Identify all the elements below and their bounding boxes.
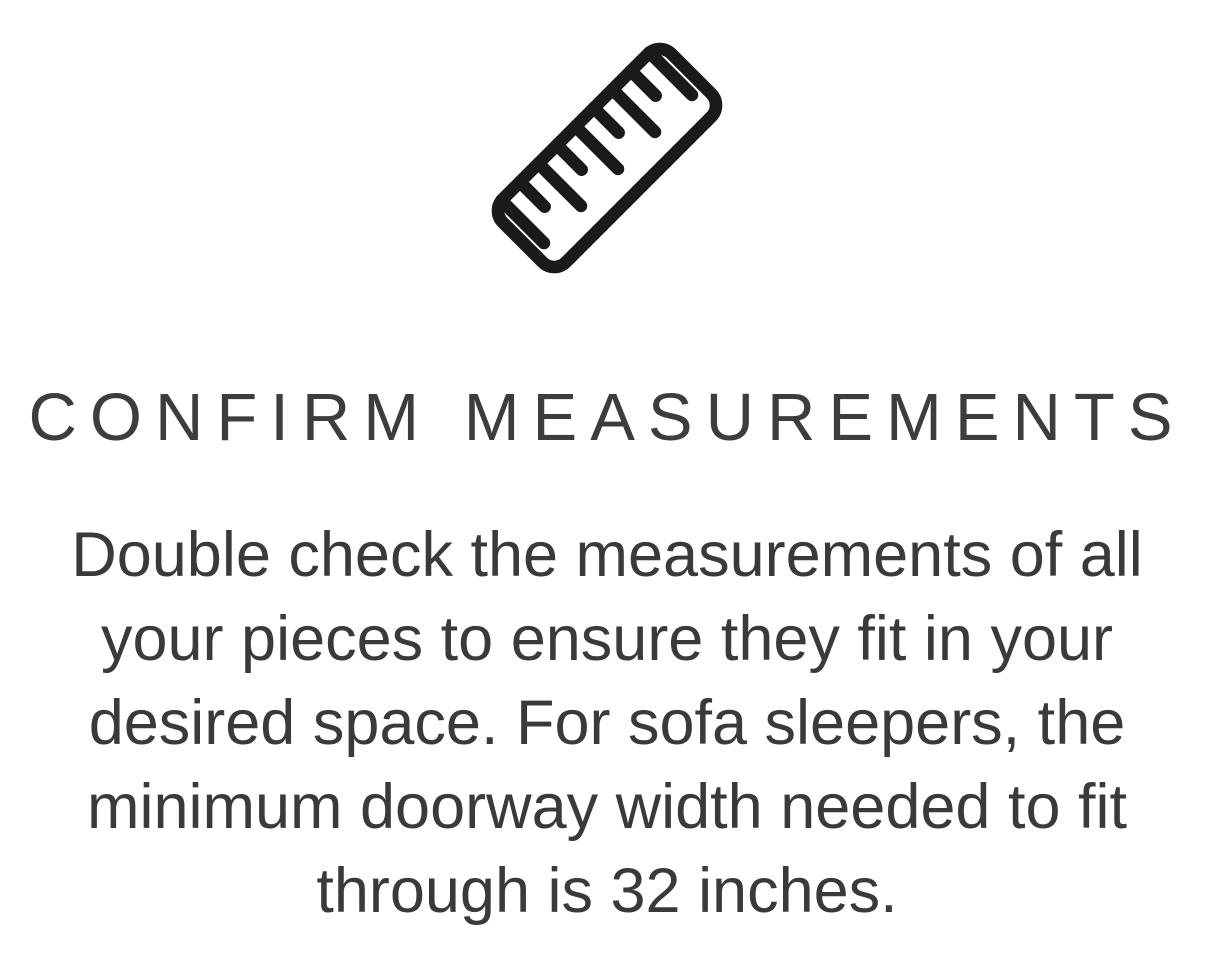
measurement-note-line: through is 32 inches. xyxy=(316,856,898,926)
measurement-note-line: your pieces to ensure they fit in your xyxy=(100,604,1114,674)
ruler-tick-short xyxy=(557,145,582,170)
section-title: CONFIRM MEASUREMENTS xyxy=(28,380,1186,455)
ruler-tick-short xyxy=(631,71,656,96)
measurement-note-line: Double check the measurements of all xyxy=(71,520,1143,590)
measurement-note-line: desired space. For sofa sleepers, the xyxy=(88,688,1126,758)
ruler-icon xyxy=(481,32,733,284)
ruler-tick-short xyxy=(594,108,619,133)
measurement-note xyxy=(0,513,1214,933)
measurement-note-line: minimum doorway width needed to fit xyxy=(87,772,1127,842)
ruler-tick-short xyxy=(520,182,545,207)
